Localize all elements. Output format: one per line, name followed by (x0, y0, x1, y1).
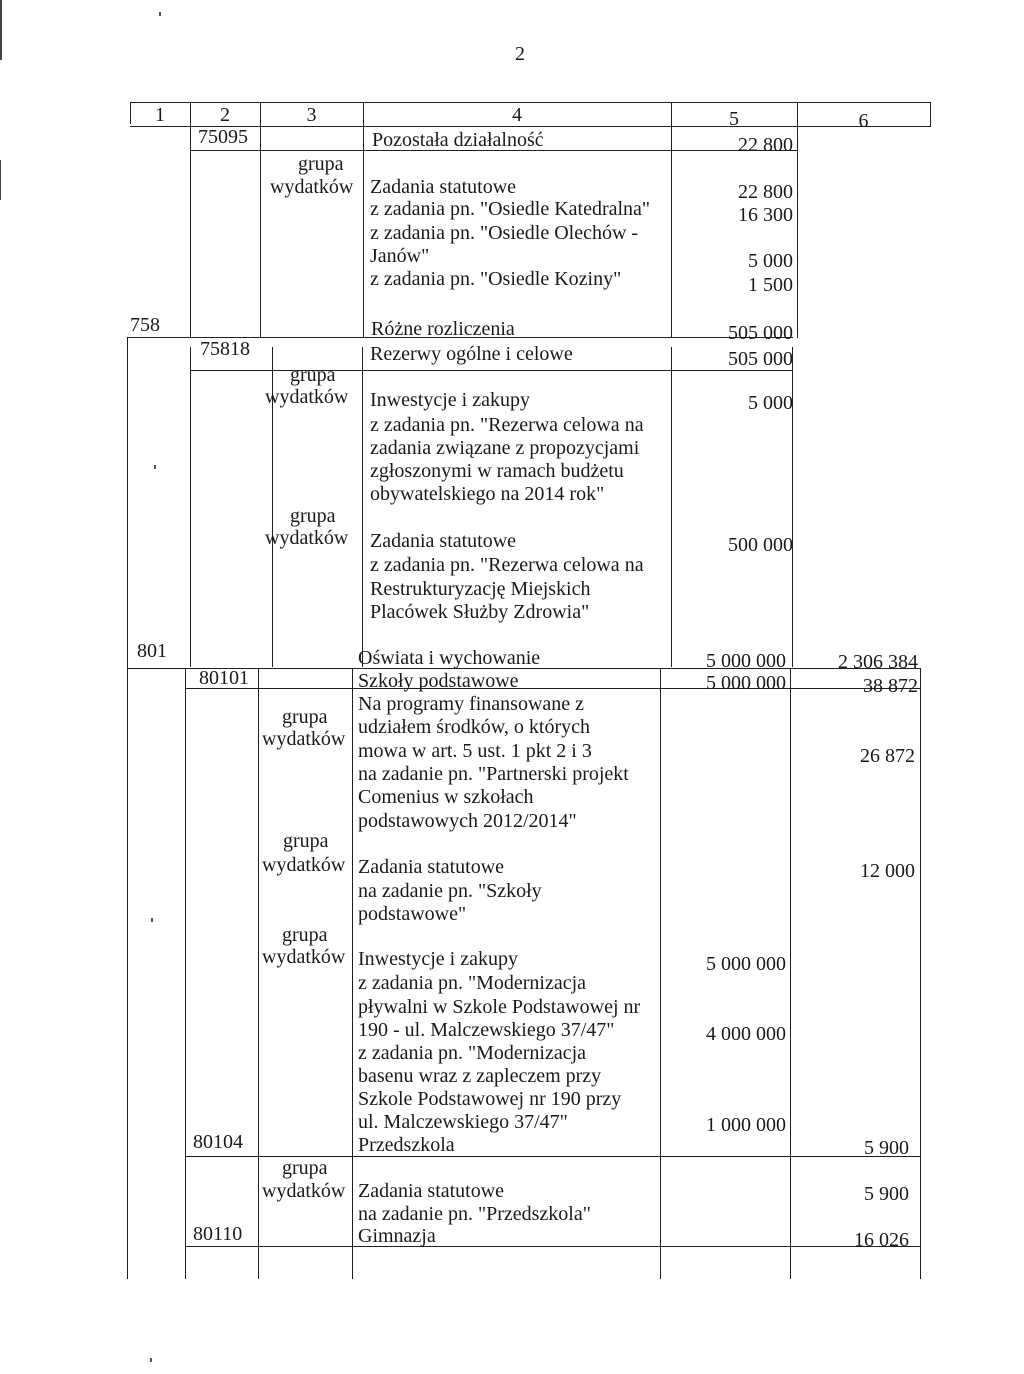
item-line: Zadania statutowe (358, 1180, 505, 1202)
column-header: 5 (729, 108, 739, 130)
item-line: z zadania pn. "Modernizacja (358, 972, 587, 994)
item-line: Na programy finansowane z (358, 693, 585, 715)
item-line: z zadania pn. "Osiedle Koziny" (370, 268, 622, 290)
group-label: wydatków (262, 728, 346, 750)
item-line: Comenius w szkołach (358, 786, 534, 808)
item-line: Szkole Podstawowej nr 190 przy (358, 1088, 622, 1110)
scan-speck (150, 1358, 152, 1362)
amount: 2 306 384 (838, 651, 918, 673)
item-line: podstawowych 2012/2014" (358, 810, 577, 832)
item-line: Zadania statutowe (370, 176, 517, 198)
group-label: grupa (298, 153, 344, 175)
item-line: z zadania pn. "Osiedle Olechów - (370, 222, 639, 244)
group-label: grupa (282, 924, 328, 946)
rozdzial-name: Przedszkola (358, 1134, 455, 1156)
scan-speck (151, 918, 153, 922)
group-label: grupa (282, 1157, 328, 1179)
amount: 12 000 (860, 860, 915, 882)
item-line: Inwestycje i zakupy (358, 948, 518, 970)
group-label: wydatków (262, 1180, 346, 1202)
item-line: basenu wraz z zapleczem przy (358, 1065, 602, 1087)
rozdzial-name: Szkoły podstawowe (358, 670, 519, 692)
item-line: na zadanie pn. "Przedszkola" (358, 1203, 591, 1225)
item-line: ul. Malczewskiego 37/47" (358, 1111, 568, 1133)
item-line: Restrukturyzację Miejskich (370, 578, 591, 600)
amount: 500 000 (728, 534, 793, 556)
group-label: grupa (283, 830, 329, 852)
rozdzial-code: 75095 (198, 126, 248, 148)
col-divider (258, 668, 259, 1279)
item-line: obywatelskiego na 2014 rok" (370, 483, 605, 505)
col-divider (185, 668, 186, 1279)
item-line: Inwestycje i zakupy (370, 389, 530, 411)
col-divider (352, 668, 353, 1279)
item-line: na zadanie pn. "Szkoły (358, 880, 542, 902)
amount: 22 800 (738, 134, 793, 156)
amount: 5 000 000 (706, 953, 786, 975)
amount: 16 026 (854, 1229, 909, 1251)
scan-edge-mark (0, 0, 2, 60)
amount: 22 800 (738, 181, 793, 203)
rozdzial-code: 80104 (193, 1131, 243, 1153)
amount: 26 872 (860, 745, 915, 767)
amount: 38 872 (863, 675, 918, 697)
item-line: Zadania statutowe (370, 530, 517, 552)
group-label: grupa (290, 364, 336, 386)
item-line: na zadanie pn. "Partnerski projekt (358, 763, 629, 785)
group-label: wydatków (262, 946, 346, 968)
amount: 5 000 000 (706, 650, 786, 672)
amount: 16 300 (738, 204, 793, 226)
item-line: pływalni w Szkole Podstawowej nr (358, 996, 641, 1018)
amount: 5 900 (864, 1137, 909, 1159)
dzial-code: 801 (137, 640, 167, 662)
group-label: wydatków (270, 176, 354, 198)
col-divider (797, 102, 798, 338)
rozdzial-code: 80101 (199, 667, 249, 689)
amount: 1 500 (748, 274, 793, 296)
col-divider (190, 347, 191, 667)
dzial-name: Różne rozliczenia (371, 318, 515, 340)
col-divider (190, 102, 191, 338)
item-line: z zadania pn. "Osiedle Katedralna" (370, 198, 651, 220)
amount: 5 000 000 (706, 672, 786, 694)
scan-edge-mark (0, 160, 1, 200)
row-divider (190, 370, 793, 371)
column-header: 1 (155, 104, 165, 126)
amount: 1 000 000 (706, 1114, 786, 1136)
amount: 505 000 (728, 322, 793, 344)
group-label: grupa (282, 706, 328, 728)
item-line: zadania związane z propozycjami (370, 437, 640, 459)
group-label: wydatków (265, 386, 349, 408)
item-line: z zadania pn. "Modernizacja (358, 1042, 587, 1064)
rozdzial-name: Pozostała działalność (372, 129, 544, 151)
page-number: 2 (515, 43, 525, 65)
item-line: mowa w art. 5 ust. 1 pkt 2 i 3 (358, 740, 592, 762)
item-line: 190 - ul. Malczewskiego 37/47" (358, 1019, 615, 1041)
col-divider (363, 102, 364, 338)
column-header: 3 (306, 104, 317, 126)
item-line: zgłoszonymi w ramach budżetu (370, 460, 624, 482)
rozdzial-name: Rezerwy ogólne i celowe (370, 343, 573, 365)
amount: 505 000 (728, 348, 793, 370)
amount: 4 000 000 (706, 1023, 786, 1045)
amount: 5 900 (864, 1183, 909, 1205)
col-divider (930, 102, 931, 126)
scan-speck (154, 465, 156, 469)
col-divider (920, 668, 921, 1279)
col-divider (127, 337, 128, 1279)
item-line: z zadania pn. "Rezerwa celowa na (370, 414, 644, 436)
amount: 5 000 (748, 250, 793, 272)
column-header: 2 (220, 104, 230, 126)
item-line: z zadania pn. "Rezerwa celowa na (370, 554, 644, 576)
dzial-code: 758 (130, 314, 160, 336)
dzial-name: Oświata i wychowanie (358, 647, 541, 669)
rozdzial-code: 80110 (193, 1223, 243, 1245)
item-line: Zadania statutowe (358, 856, 505, 878)
rozdzial-code: 75818 (200, 338, 250, 360)
group-label: wydatków (262, 854, 346, 876)
col-divider (362, 347, 363, 667)
group-label: grupa (290, 505, 336, 527)
item-line: podstawowe" (358, 903, 467, 925)
column-header: 4 (512, 104, 522, 126)
col-divider (260, 102, 261, 338)
column-header: 6 (858, 110, 869, 132)
item-line: udziałem środków, o których (358, 716, 590, 738)
group-label: wydatków (265, 527, 349, 549)
amount: 5 000 (748, 392, 793, 414)
rozdzial-name: Gimnazja (358, 1225, 436, 1247)
item-line: Janów" (370, 245, 430, 267)
item-line: Placówek Służby Zdrowia" (370, 601, 590, 623)
scan-speck (159, 12, 161, 16)
table-top-border (130, 102, 931, 103)
